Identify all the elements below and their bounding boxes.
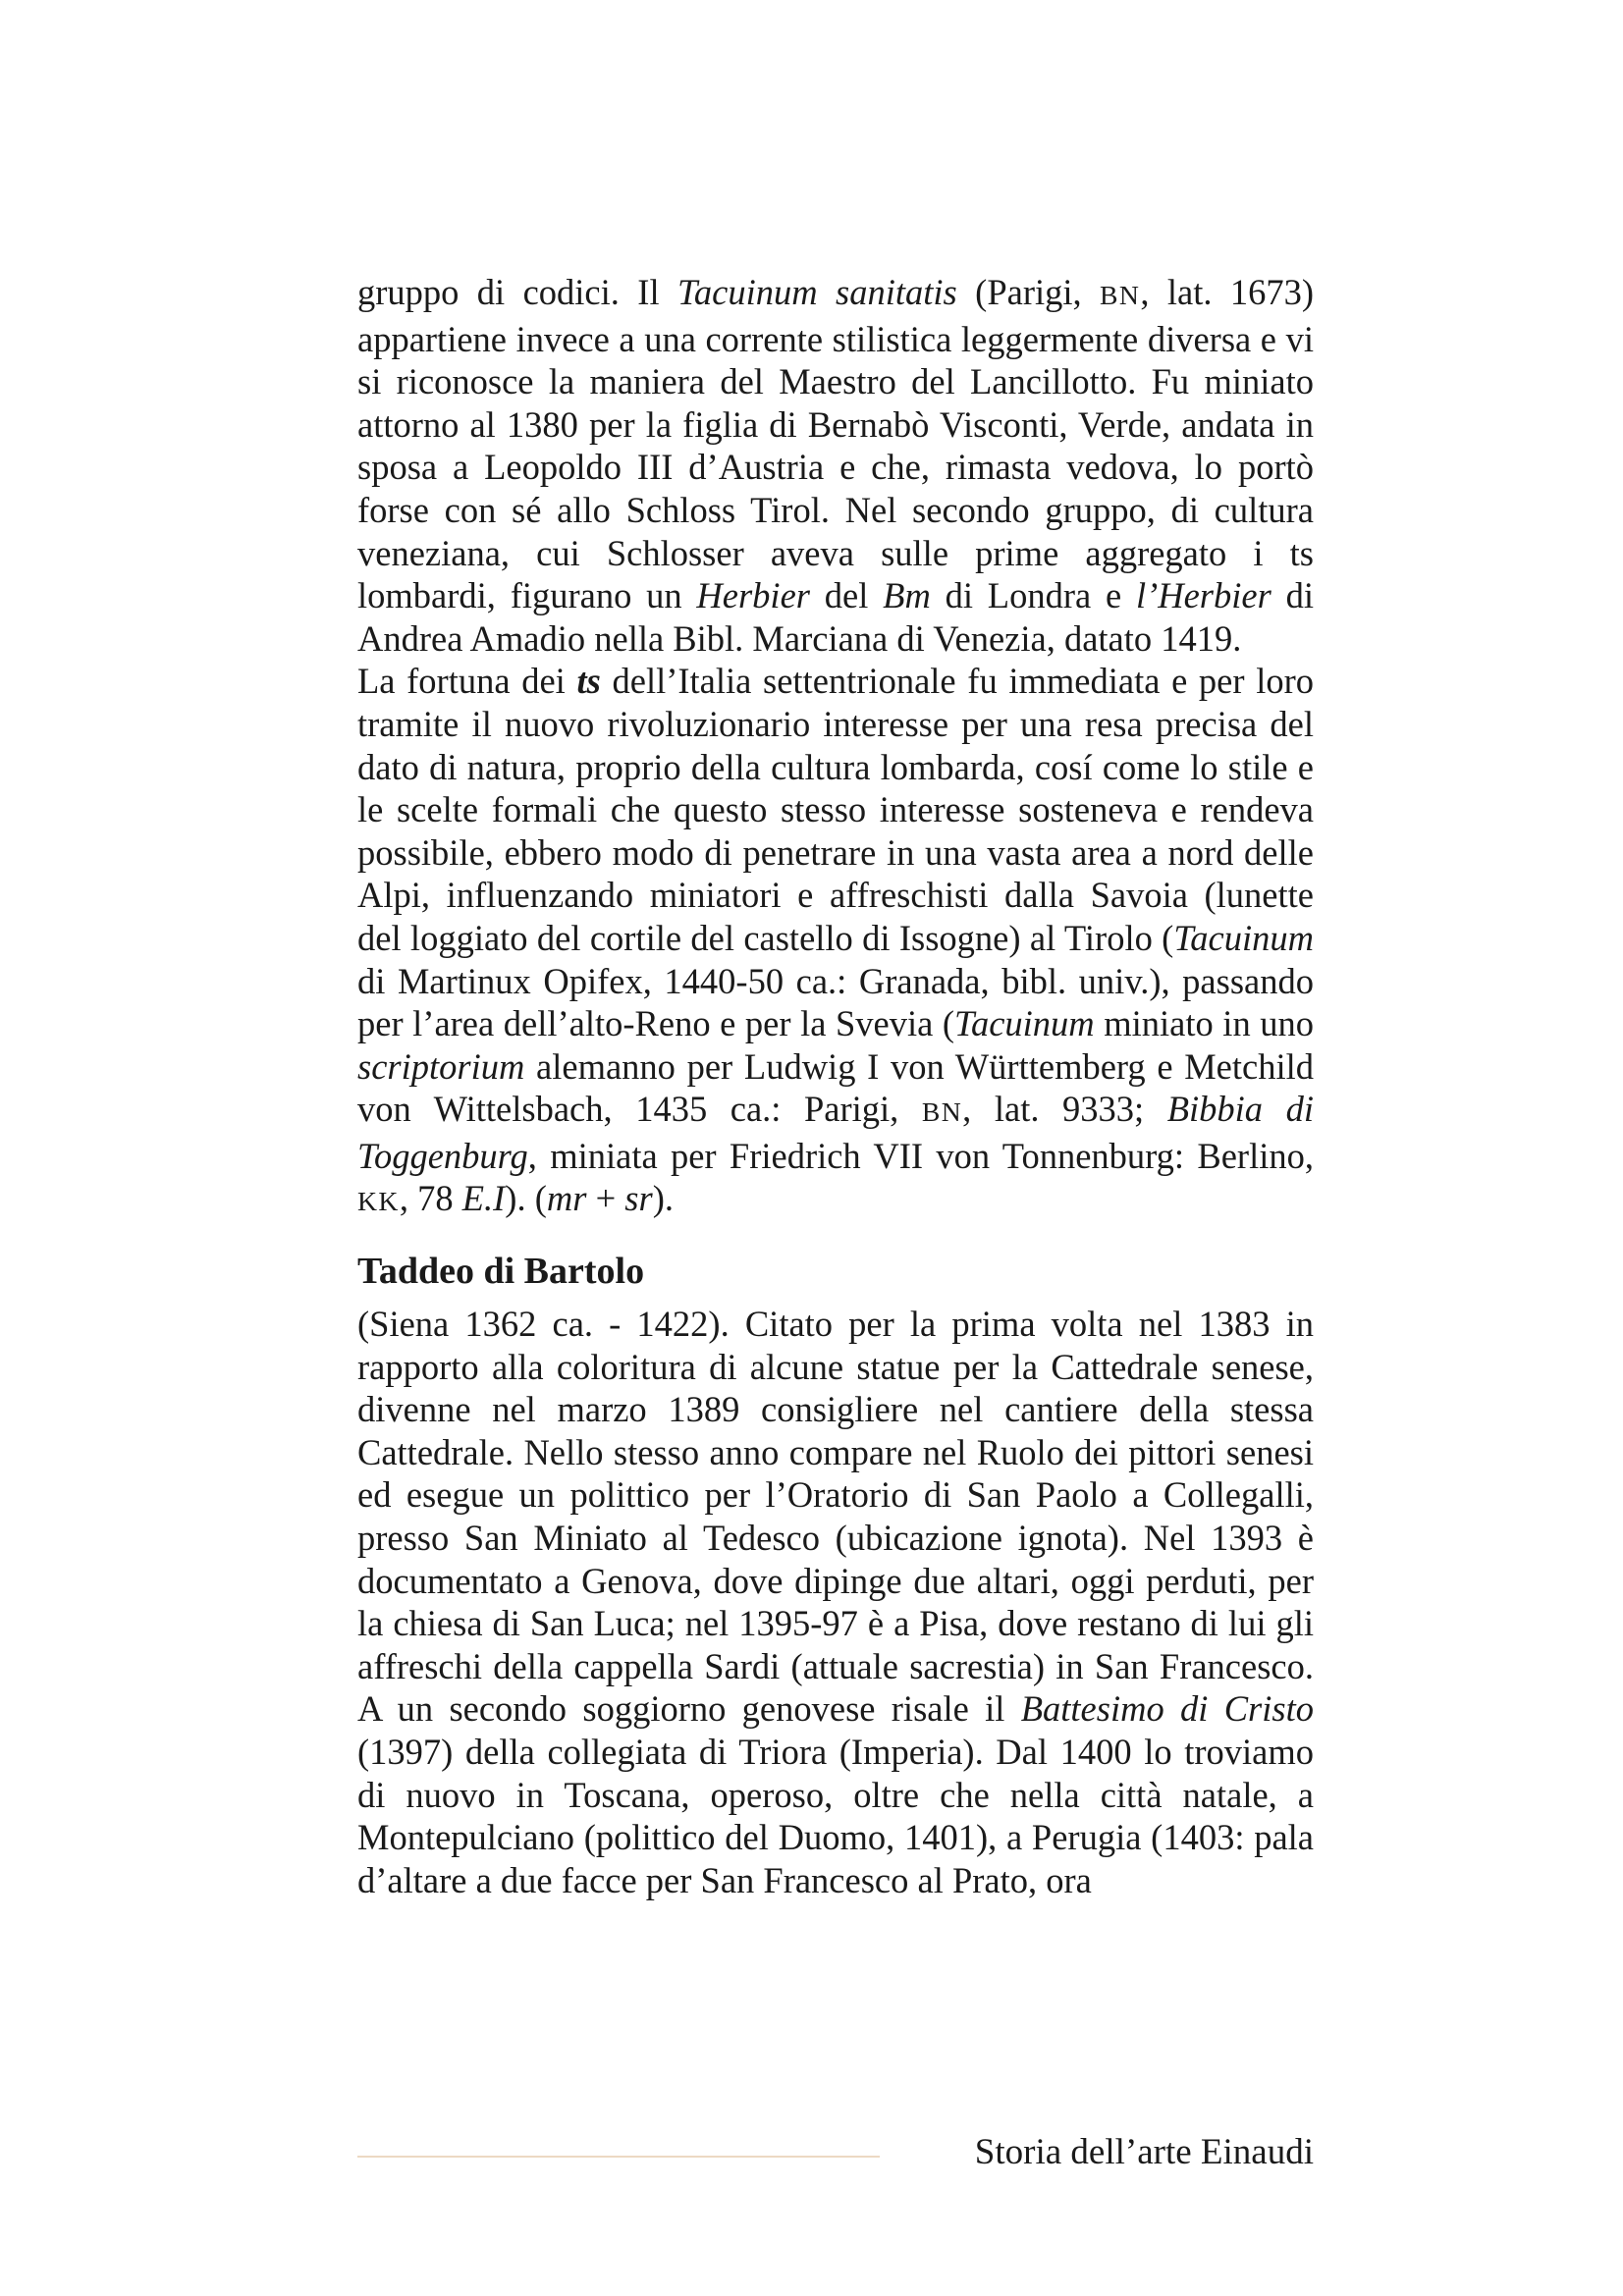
- paragraph-fortuna: [357, 660, 1314, 1224]
- text-run: , 78: [399, 1178, 462, 1219]
- italic-term: E.I: [461, 1178, 506, 1219]
- text-run: ). (: [505, 1178, 547, 1219]
- paragraph-taddeo-entry: [357, 1303, 1314, 1901]
- italic-term: sr: [624, 1178, 653, 1219]
- italic-term: mr: [546, 1178, 587, 1219]
- footer-rule: [357, 2156, 880, 2158]
- footer-title: Storia dell’arte Einaudi: [974, 2132, 1314, 2172]
- text-run: alemanno per Ludwig I von Württemberg e Metchild von Wittelsbach, 1435 ca.: Parigi,: [357, 1045, 1314, 1130]
- text-run: del: [809, 575, 884, 616]
- text-run: La fortuna dei: [357, 661, 577, 702]
- text-run: ).: [652, 1178, 674, 1219]
- text-column: [357, 271, 1314, 1901]
- text-run: dell’Italia settentrionale fu immediata e per loro tramite il nuovo rivoluzionario interesse per una resa precisa del dato di natura, proprio della cultura lombarda, cosí come lo stile e le scelte formali che questo stesso interesse sosteneva e rendeva possibile, ebbero modo di penetrare in una vasta area a nord delle Alpi, influenzando miniatori e affreschisti dalla Savoia (lunette del loggiato del cortile del castello di Issogne) al Tirolo (: [357, 661, 1314, 958]
- text-run: di Andrea Amadio nella Bibl. Marciana di Venezia, datato 1419.: [357, 575, 1314, 659]
- text-run: , lat. 1673) appartiene invece a una corrente stilistica leggermente diversa e vi si riconosce la maniera del Maestro del Lancillotto. Fu miniato attorno al 1380 per la figlia di Bernabò Visconti, Verde, andata in sposa a Leopoldo III d’Austria e che, rimasta vedova, lo portò forse con sé allo Schloss Tirol. Nel secondo gruppo, di cultura veneziana, cui Schlosser aveva sulle prime aggregato i ts lombardi, figurano un: [357, 272, 1315, 616]
- italic-term: Herbier: [696, 575, 810, 616]
- italic-term: Tacuinum sanitatis: [676, 272, 957, 312]
- italic-term: Tacuinum: [1173, 917, 1314, 958]
- text-run: (Parigi,: [956, 272, 1101, 312]
- text-run: miniato in uno: [1094, 1003, 1314, 1044]
- small-caps-abbrev: BN: [1100, 281, 1141, 311]
- text-run: gruppo di codici. Il: [357, 272, 677, 312]
- paragraph-codici: [357, 271, 1314, 660]
- small-caps-abbrev: KK: [357, 1187, 400, 1218]
- italic-term: Bibbia di Toggenburg: [357, 1089, 1315, 1176]
- italic-term: Bm: [883, 575, 931, 616]
- bold-italic-term: ts: [576, 661, 601, 702]
- italic-term: scriptorium: [357, 1045, 525, 1087]
- text-run: , miniata per Friedrich VII von Tonnenburg: Berlino,: [527, 1135, 1314, 1176]
- italic-term: Battesimo di Cristo: [1020, 1688, 1314, 1730]
- small-caps-abbrev: BN: [921, 1097, 963, 1129]
- text-run: +: [586, 1178, 625, 1219]
- text-run: di Martinux Opifex, 1440-50 ca.: Granada, bibl. univ.), passando per l’area dell’alto-Reno e per la Svevia (: [357, 960, 1314, 1044]
- text-run: (Siena 1362 ca. - 1422). Citato per la prima volta nel 1383 in rapporto alla coloritura di alcune statue per la Cattedrale senese, divenne nel marzo 1389 consigliere nel cantiere della stessa Cattedrale. Nello stesso anno compare nel Ruolo dei pittori senesi ed esegue un polittico per l’Oratorio di San Paolo a Collegalli, presso San Miniato al Tedesco (ubicazione ignota). Nel 1393 è documentato a Genova, dove dipinge due altari, oggi perduti, per la chiesa di San Luca; nel 1395-97 è a Pisa, dove restano di lui gli affreschi della cappella Sardi (attuale sacrestia) in San Francesco. A un secondo soggiorno genovese risale il: [357, 1304, 1314, 1730]
- text-run: (1397) della collegiata di Triora (Imperia). Dal 1400 lo troviamo di nuovo in Toscana, operoso, oltre che nella città natale, a Montepulciano (polittico del Duomo, 1401), a Perugia (1403: pala d’altare a due facce per San Francesco al Prato, ora: [357, 1732, 1314, 1900]
- italic-term: Tacuinum: [954, 1003, 1095, 1044]
- entry-heading: Taddeo di Bartolo: [357, 1251, 645, 1293]
- italic-term: l’Herbier: [1135, 575, 1271, 616]
- text-run: , lat. 9333;: [962, 1089, 1167, 1130]
- text-run: di Londra e: [930, 575, 1136, 616]
